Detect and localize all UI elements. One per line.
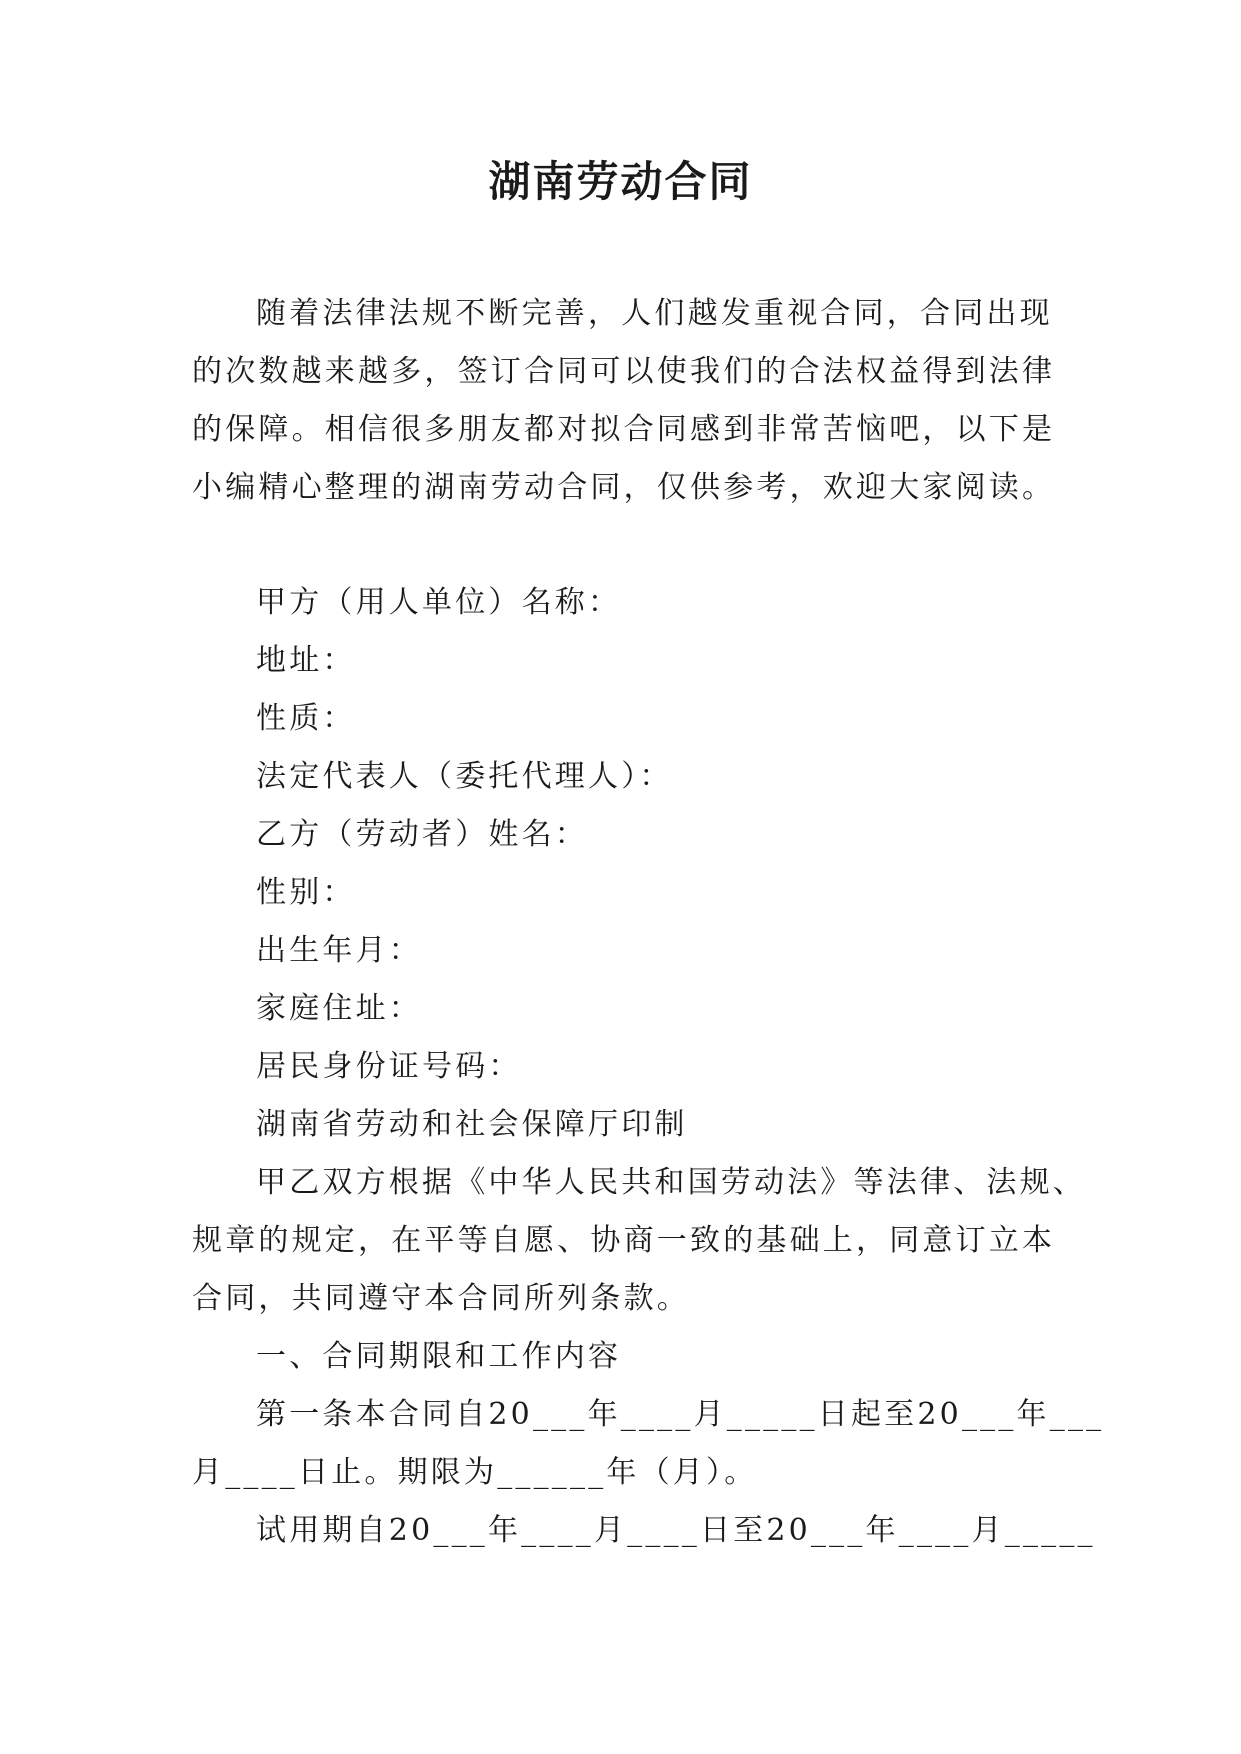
field-home-address: 家庭住址： xyxy=(256,991,422,1026)
intro-line: 的次数越来越多，签订合同可以使我们的合法权益得到法律 xyxy=(192,354,1056,389)
printed-by: 湖南省劳动和社会保障厅印制 xyxy=(256,1107,688,1142)
field-id-number: 居民身份证号码： xyxy=(256,1049,522,1084)
intro-line: 小编精心整理的湖南劳动合同，仅供参考，欢迎大家阅读。 xyxy=(192,470,1056,505)
article-line: 第一条本合同自20___年____月_____日起至20___年___ xyxy=(256,1397,1105,1432)
preamble-line: 规章的规定，在平等自愿、协商一致的基础上，同意订立本 xyxy=(192,1223,1056,1258)
intro-line: 的保障。相信很多朋友都对拟合同感到非常苦恼吧，以下是 xyxy=(192,412,1056,447)
section-heading: 一、合同期限和工作内容 xyxy=(256,1339,622,1374)
field-party-a-name: 甲方（用人单位）名称： xyxy=(256,585,622,620)
preamble-line: 甲乙双方根据《中华人民共和国劳动法》等法律、法规、 xyxy=(256,1165,1086,1200)
field-gender: 性别： xyxy=(256,875,356,910)
intro-line: 随着法律法规不断完善，人们越发重视合同，合同出现 xyxy=(256,296,1053,331)
field-legal-representative: 法定代表人（委托代理人）： xyxy=(256,759,673,794)
field-birth-date: 出生年月： xyxy=(256,933,422,968)
preamble-line: 合同，共同遵守本合同所列条款。 xyxy=(192,1281,690,1316)
article-line: 月____日止。期限为______年（月）。 xyxy=(192,1455,758,1490)
field-nature: 性质： xyxy=(256,701,356,736)
probation-line: 试用期自20___年____月____日至20___年____月_____ xyxy=(256,1513,1096,1548)
document-title: 湖南劳动合同 xyxy=(488,157,753,206)
field-address: 地址： xyxy=(256,643,356,678)
field-party-b-name: 乙方（劳动者）姓名： xyxy=(256,817,588,852)
document-body xyxy=(192,285,1105,1560)
paragraph-gap xyxy=(192,517,1062,574)
